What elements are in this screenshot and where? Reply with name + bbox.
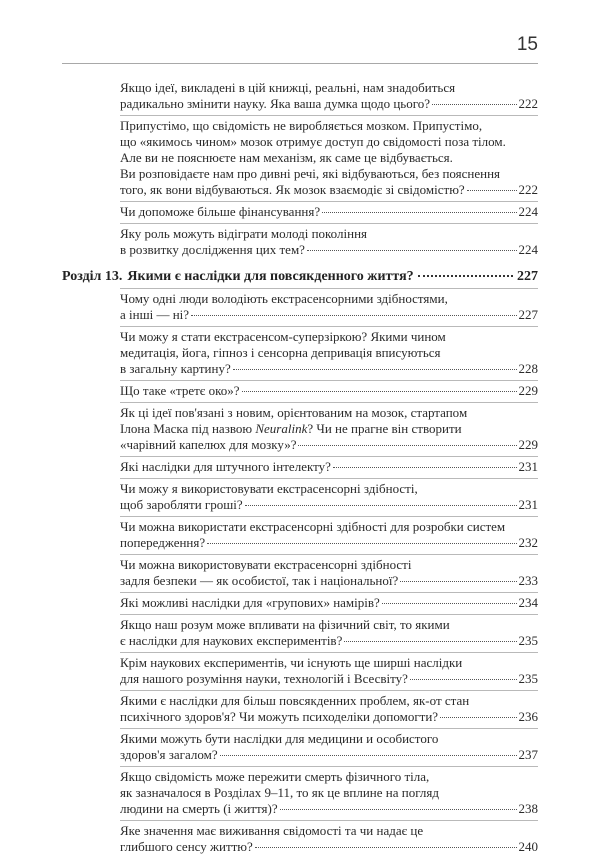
entry-separator: [120, 728, 538, 729]
toc-entry-line: є наслідки для наукових експериментів?: [120, 633, 343, 648]
toc-entry-line: Що таке «третє око»?: [120, 383, 240, 398]
entry-separator: [120, 201, 538, 202]
entry-separator: [120, 326, 538, 327]
page-number: 15: [516, 34, 538, 55]
toc-entry-line: здоров'я загалом?: [120, 747, 218, 762]
toc-entry-line: людини на смерть (і життя)?: [120, 801, 278, 816]
dot-leader: [220, 755, 517, 756]
entry-separator: [120, 516, 538, 517]
toc-page-number: 236: [518, 709, 538, 724]
entry-separator: [120, 554, 538, 555]
toc-page-number: 238: [518, 801, 538, 816]
toc-page-number: 232: [518, 535, 538, 550]
toc-entry[interactable]: [120, 80, 538, 112]
entry-separator: [120, 592, 538, 593]
toc-entry-line: Які можливі наслідки для «групових» намірів?: [120, 595, 380, 610]
dot-leader: [233, 369, 517, 370]
toc-page-number: 222: [518, 182, 538, 197]
entry-separator: [120, 402, 538, 403]
dot-leader: [432, 104, 516, 105]
toc-entry-line: Чи можна використати екстрасенсорні здібності для розробки систем: [120, 519, 506, 534]
toc-entry-line: що «якимось чином» мозок отримує доступ до свідомості поза тілом.: [120, 134, 506, 149]
dot-leader: [255, 847, 517, 848]
toc-entry-line: щоб заробляти гроші?: [120, 497, 243, 512]
entry-separator: [120, 115, 538, 116]
toc-entry[interactable]: [120, 226, 538, 258]
toc-entry-line: медитація, йога, гіпноз і сенсорна депривація вписуються: [120, 345, 441, 360]
toc-entry[interactable]: [120, 655, 538, 687]
toc-entry[interactable]: [120, 823, 538, 855]
toc-entry-line: Якими є наслідки для більш повсякденних проблем, як-от стан: [120, 693, 470, 708]
toc-entry[interactable]: [120, 329, 538, 377]
toc-entry-line: Якщо свідомість може пережити смерть фізичного тіла,: [120, 769, 430, 784]
dot-leader: [280, 809, 517, 810]
toc-entry-line: Ілона Маска під назвою Neuralink? Чи не прагне він створити: [120, 421, 462, 436]
toc-entry-line: попередження?: [120, 535, 206, 550]
toc-entry[interactable]: [120, 769, 538, 817]
toc-page-number: 227: [518, 307, 538, 322]
dot-leader: [467, 190, 517, 191]
toc-page-number: 229: [518, 383, 538, 398]
toc-entry-line: в загальну картину?: [120, 361, 231, 376]
entry-separator: [120, 614, 538, 615]
toc-entry-line: Чи можу я стати екстрасенсом-суперзіркою? Якими чином: [120, 329, 446, 344]
toc-entry-line: Ви розповідаєте нам про дивні речі, які відбуваються, без пояснення: [120, 166, 501, 181]
toc-entry[interactable]: [120, 693, 538, 725]
chapter-title: Якими є наслідки для повсякденного життя?: [127, 269, 414, 284]
toc-entry-line: Якими можуть бути наслідки для медицини и особистого: [120, 731, 439, 746]
toc-entry-line: Крім наукових експериментів, чи існують ще ширші наслідки: [120, 655, 463, 670]
toc-page-number: 224: [518, 204, 538, 219]
toc-entry-line: Якщо ідеї, викладені в цій книжці, реальні, нам знадобиться: [120, 80, 456, 95]
entry-separator: [120, 478, 538, 479]
dot-leader: [382, 603, 517, 604]
toc-entry-line: психічного здоров'я? Чи можуть психоделіки допомогти?: [120, 709, 439, 724]
toc-entry-line: глибшого сенсу життю?: [120, 839, 253, 854]
dot-leader: [333, 467, 517, 468]
toc-page-number: 233: [518, 573, 538, 588]
toc-entry-line: задля безпеки — як особистої, так і національної?: [120, 573, 399, 588]
toc-entry-line: Чи допоможе більше фінансування?: [120, 204, 321, 219]
toc-entry[interactable]: [120, 519, 538, 551]
toc-page-number: 224: [518, 242, 538, 257]
toc-entry-line: Чи можна використовувати екстрасенсорні здібності: [120, 557, 412, 572]
toc-entry-line: Чому одні люди володіють екстрасенсорними здібностями,: [120, 291, 448, 306]
toc-entry-line: того, як вони відбуваються. Як мозок взаємодіє зі свідомістю?: [120, 182, 465, 197]
toc-entry[interactable]: [120, 595, 538, 611]
toc-page-number: 231: [518, 459, 538, 474]
toc-entry-line: для нашого розуміння науки, технологій і Всесвіту?: [120, 671, 408, 686]
dot-leader: [298, 445, 516, 446]
toc-entry[interactable]: [120, 557, 538, 589]
toc-entry[interactable]: [120, 481, 538, 513]
toc-page-number: 228: [518, 361, 538, 376]
dot-leader: [307, 250, 517, 251]
dot-leader: [245, 505, 517, 506]
entry-separator: [120, 380, 538, 381]
toc-page-number: 240: [518, 839, 538, 854]
toc-entry-line: Як ці ідеї пов'язані з новим, орієнтованим на мозок, стартапом: [120, 405, 468, 420]
entry-separator: [120, 820, 538, 821]
toc-entry[interactable]: [120, 459, 538, 475]
toc-entry-line: Якщо наш розум може впливати на фізичний світ, то якими: [120, 617, 450, 632]
dot-leader: [410, 679, 517, 680]
toc-entry[interactable]: [120, 405, 538, 453]
toc-entry[interactable]: [120, 204, 538, 220]
toc-page-number: 235: [518, 633, 538, 648]
toc-entry-line: радикально змінити науку. Яка ваша думка щодо цього?: [120, 96, 431, 111]
toc-entry[interactable]: [120, 291, 538, 323]
dot-leader: [322, 212, 516, 213]
header-rule: [62, 63, 538, 64]
chapter-heading[interactable]: [62, 269, 538, 285]
toc-entry[interactable]: [120, 617, 538, 649]
entry-separator: [120, 652, 538, 653]
toc-page-number: 229: [518, 437, 538, 452]
dot-leader: [242, 391, 517, 392]
entry-separator: [120, 223, 538, 224]
chapter-page-number: 227: [517, 269, 538, 284]
toc-entry-line: «чарівний капелюх для мозку»?: [120, 437, 297, 452]
toc-entry-line: Припустімо, що свідомість не виробляється мозком. Припустімо,: [120, 118, 483, 133]
toc-page-number: 235: [518, 671, 538, 686]
chapter-label: Розділ 13.: [62, 269, 123, 284]
toc-entry[interactable]: [120, 118, 538, 198]
dot-leader: [418, 275, 513, 277]
dot-leader: [191, 315, 516, 316]
toc-entry-line: Але ви не пояснюєте нам механізм, як саме це відбувається.: [120, 150, 453, 165]
toc-entry-line: як зазначалося в Розділах 9–11, то як це вплине на погляд: [120, 785, 439, 800]
dot-leader: [400, 581, 516, 582]
toc-entry-line: Яке значення має виживання свідомості та чи надає це: [120, 823, 424, 838]
toc-page-number: 237: [518, 747, 538, 762]
entry-separator: [120, 690, 538, 691]
entry-separator: [120, 288, 538, 289]
dot-leader: [440, 717, 516, 718]
toc-entry-line: Яку роль можуть відіграти молоді покоління: [120, 226, 367, 241]
toc-entry[interactable]: [120, 383, 538, 399]
toc-page-number: 231: [518, 497, 538, 512]
toc-entry[interactable]: [120, 731, 538, 763]
dot-leader: [344, 641, 516, 642]
entry-separator: [120, 456, 538, 457]
toc-entry-line: в розвитку дослідження цих тем?: [120, 242, 305, 257]
dot-leader: [207, 543, 516, 544]
toc-entry-line: Які наслідки для штучного інтелекту?: [120, 459, 331, 474]
toc-entry-line: Чи можу я використовувати екстрасенсорні здібності,: [120, 481, 418, 496]
toc-page-number: 222: [518, 96, 538, 111]
entry-separator: [120, 766, 538, 767]
toc-page-number: 234: [518, 595, 538, 610]
toc-entry-line: а інші — ні?: [120, 307, 190, 322]
